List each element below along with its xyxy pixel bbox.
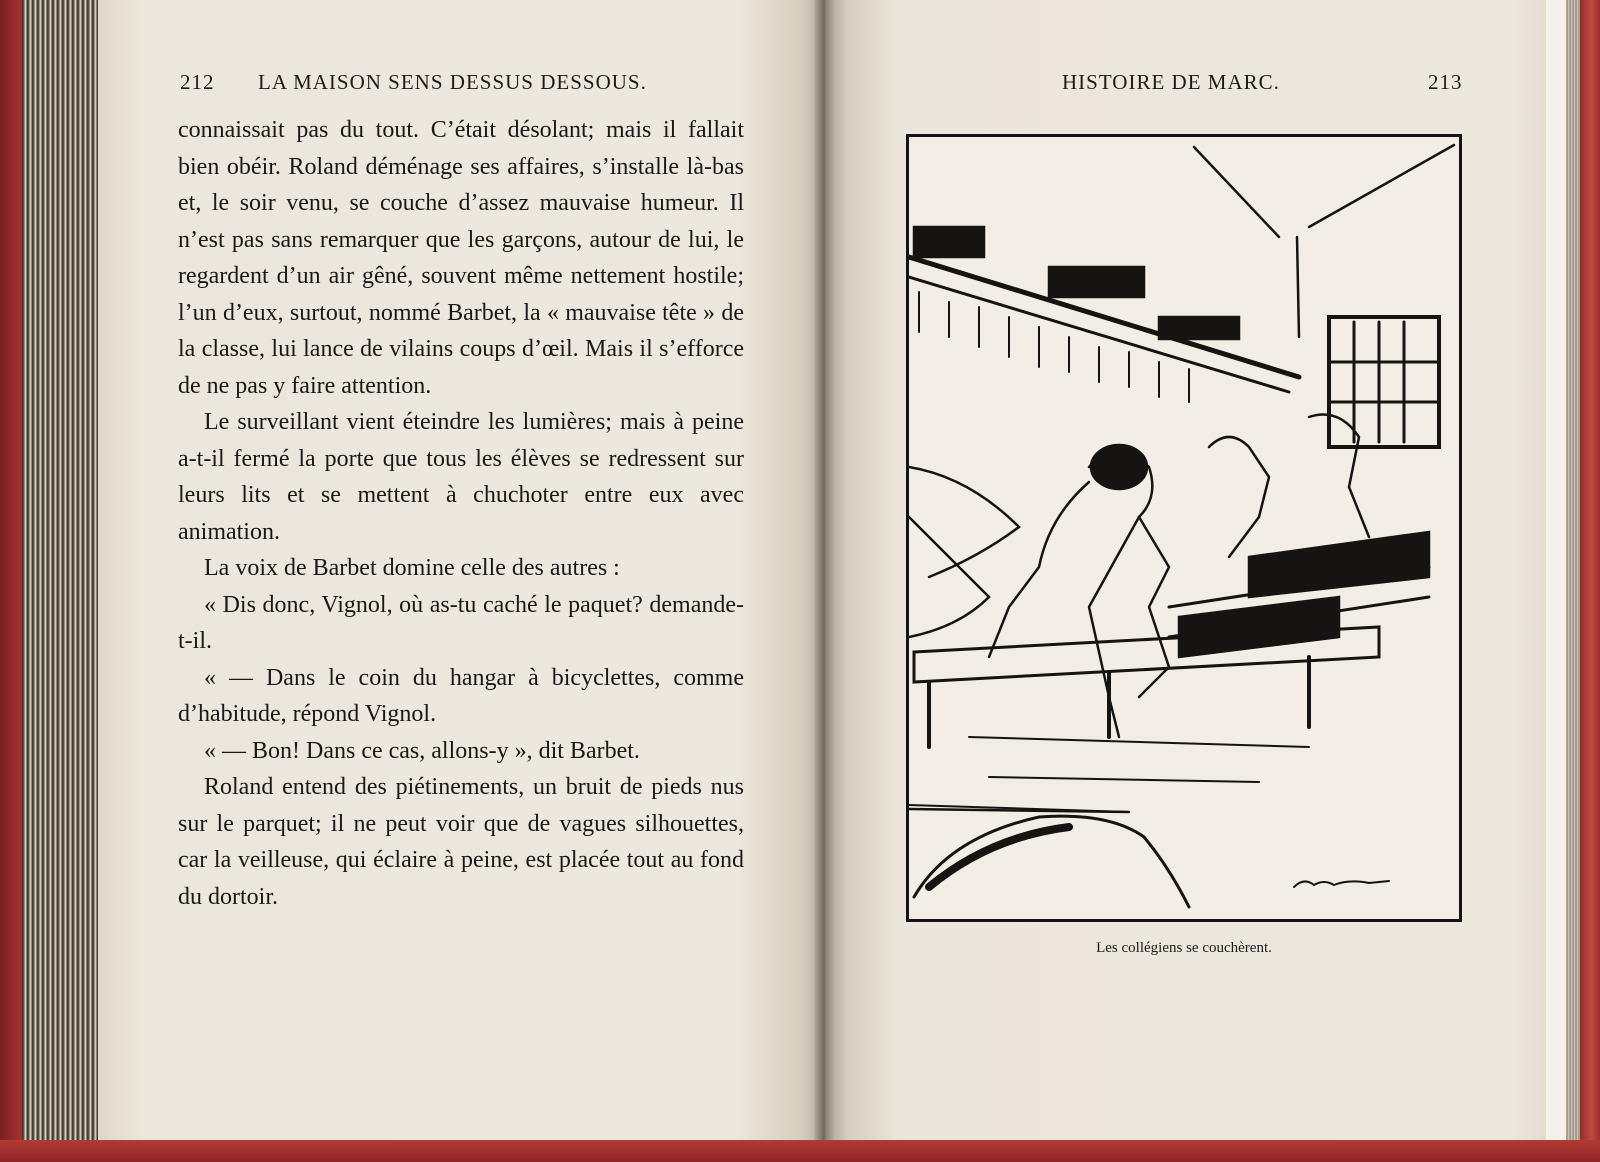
paragraph: « — Dans le coin du hangar à bicyclettes, comme d’habitude, répond Vignol. <box>178 664 744 727</box>
page-stack-right <box>1566 0 1580 1145</box>
left-page-number: 212 <box>180 70 215 94</box>
dormitory-illustration <box>906 134 1462 922</box>
left-running-head: LA MAISON SENS DESSUS DESSOUS. <box>258 70 647 94</box>
right-page-number: 213 <box>1428 70 1463 94</box>
paragraph: La voix de Barbet domine celle des autres : <box>204 555 620 581</box>
paragraph: « — Bon! Dans ce cas, allons-y », dit Barbet. <box>204 737 640 764</box>
book-cover-bottom-edge <box>0 1140 1600 1162</box>
paragraph: Roland entend des piétinements, un bruit de pieds nus sur le parquet; il ne peut voir que de vagues silhouettes, car la veilleuse, qui éclaire à peine, est placée tout au fond du dortoir. <box>178 774 744 910</box>
left-page-text <box>178 112 744 915</box>
right-running-head: HISTOIRE DE MARC. <box>1062 70 1280 94</box>
page-stack-left <box>22 0 100 1145</box>
paragraph: « Dis donc, Vignol, où as-tu caché le paquet? demande-t-il. <box>178 591 744 654</box>
paragraph: connaissait pas du tout. C’était désolant; mais il fallait bien obéir. Roland déménage ses affaires, s’installe là-bas et, le soir venu, se couche d’assez mauvaise humeur. Il n’est pas sans remarquer que les garçons, autour de lui, le regardent d’un air gêné, souvent même nettement hostile; l’un d’eux, surtout, nommé Barbet, la « mauvaise tête » de la classe, lui lance de vilains coups d’œil. Mais il s’efforce de ne pas y faire attention. <box>178 117 744 399</box>
illustration-caption: Les collégiens se couchèrent. <box>1096 940 1272 956</box>
book-cover-right-edge <box>1578 0 1600 1162</box>
book-gutter <box>814 0 836 1140</box>
paragraph: Le surveillant vient éteindre les lumières; mais à peine a-t-il fermé la porte que tous les élèves se redressent sur leurs lits et se mettent à chuchoter entre eux avec animation. <box>178 409 744 545</box>
